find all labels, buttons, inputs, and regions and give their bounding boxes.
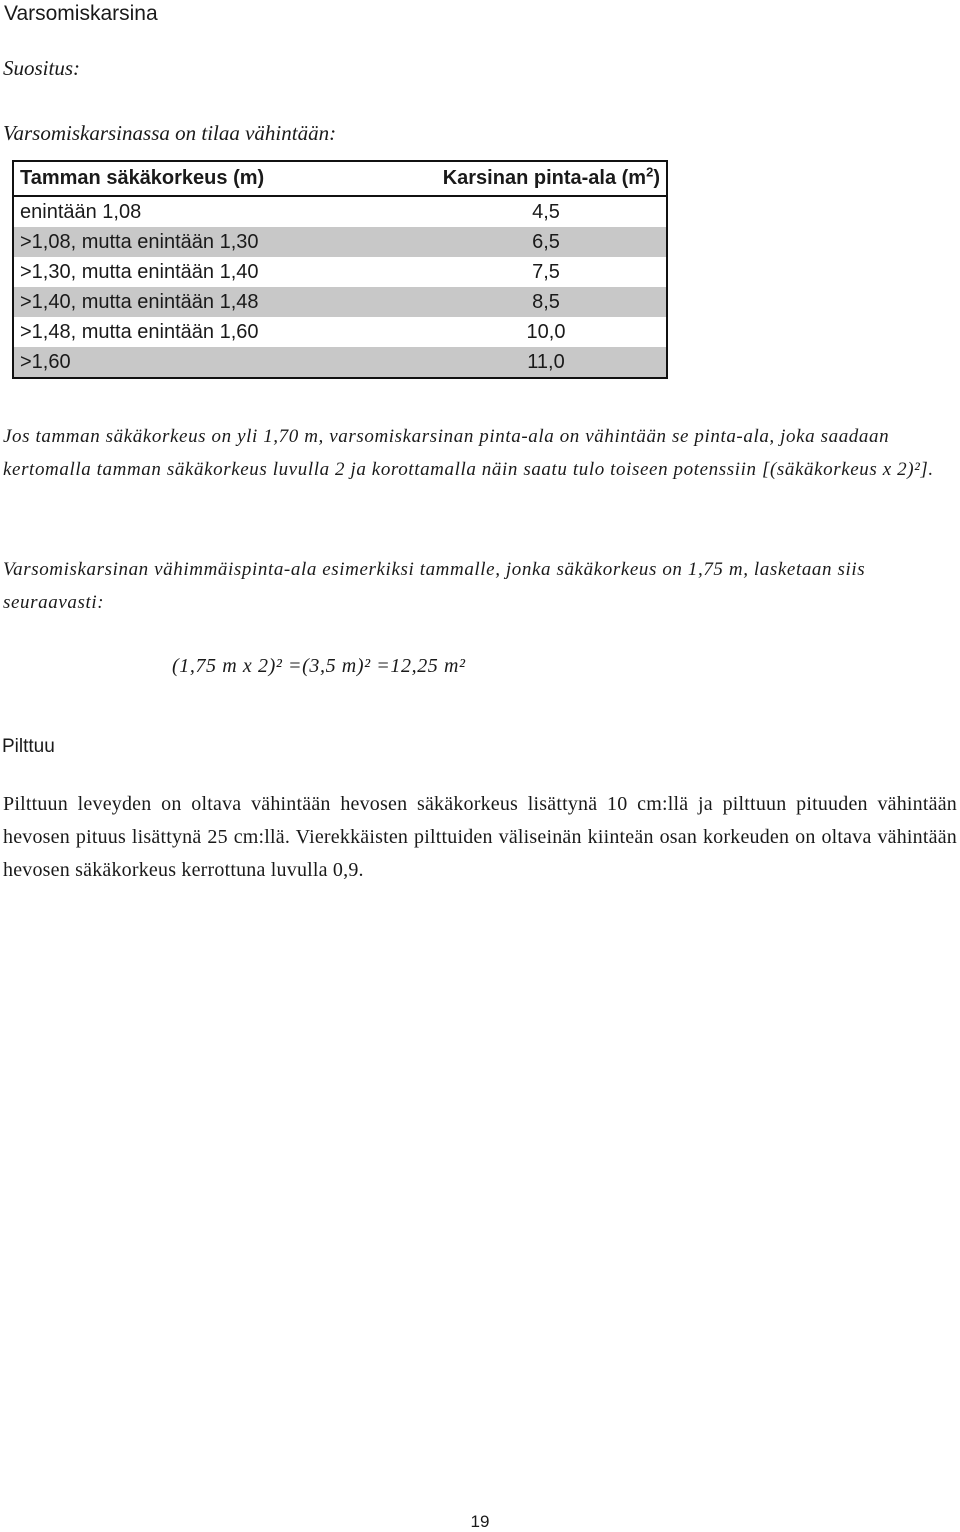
cell-withers-height: >1,08, mutta enintään 1,30 bbox=[13, 227, 362, 257]
table-row bbox=[13, 196, 667, 227]
table-row bbox=[13, 347, 667, 378]
cell-withers-height: enintään 1,08 bbox=[20, 201, 142, 223]
cell-withers-height: >1,30, mutta enintään 1,40 bbox=[20, 261, 259, 283]
paragraph-pilttuu-rules: Pilttuun leveyden on oltava vähintään hevosen säkäkorkeus lisättynä 10 cm:llä ja pilttuun pituuden vähintään hevosen pituus lisättynä 25 cm:llä. Vierekkäisten pilttuiden väliseinän kiinteän osan korkeuden on oltava vähintään hevosen säkäkorkeus kerrottuna luvulla 0,9. bbox=[3, 793, 957, 881]
paragraph-example-intro: Varsomiskarsinan vähimmäispinta-ala esimerkiksi tammalle, jonka säkäkorkeus on 1,75 m, lasketaan siis seuraavasti: bbox=[3, 559, 866, 613]
cell-stall-area: 6,5 bbox=[362, 227, 667, 257]
cell-stall-area: 4,5 bbox=[532, 201, 560, 223]
cell-stall-area: 7,5 bbox=[532, 261, 560, 283]
table-header-row bbox=[13, 161, 667, 196]
page-heading: Varsomiskarsina bbox=[4, 2, 158, 25]
recommendation-label: Suositus: bbox=[3, 56, 81, 80]
cell-withers-height: >1,60 bbox=[13, 347, 362, 378]
cell-withers-height: >1,40, mutta enintään 1,48 bbox=[13, 287, 362, 317]
table-row bbox=[13, 257, 667, 287]
header-stall-area: Karsinan pinta-ala $(m^2)$ bbox=[362, 161, 667, 196]
cell-stall-area: 11,0 bbox=[362, 347, 667, 378]
page-number: 19 bbox=[470, 1512, 490, 1531]
cell-withers-height: >1,48, mutta enintään 1,60 bbox=[20, 321, 259, 343]
table-row bbox=[13, 287, 667, 317]
header-withers-height: Tamman säkäkorkeus (m) bbox=[13, 161, 362, 196]
table-row bbox=[13, 317, 667, 347]
example-formula: (1,75 m x 2)² =(3,5 m)² =12,25 m² bbox=[172, 655, 466, 677]
intro-text: Varsomiskarsinassa on tilaa vähintään: bbox=[3, 121, 337, 145]
paragraph-large-mare-rule: Jos tamman säkäkorkeus on yli 1,70 m, varsomiskarsinan pinta-ala on vähintään se pinta-ala, joka saadaan kertomalla tamman säkäkorkeus luvulla 2 ja korottamalla näin saatu tulo toiseen potenssiin [(säkäkorkeus x 2)²]. bbox=[3, 426, 934, 480]
stall-area-table bbox=[12, 160, 668, 379]
table-row bbox=[13, 227, 667, 257]
cell-stall-area: 8,5 bbox=[362, 287, 667, 317]
cell-stall-area: 10,0 bbox=[526, 321, 566, 343]
section-heading-pilttuu: Pilttuu bbox=[2, 736, 55, 757]
